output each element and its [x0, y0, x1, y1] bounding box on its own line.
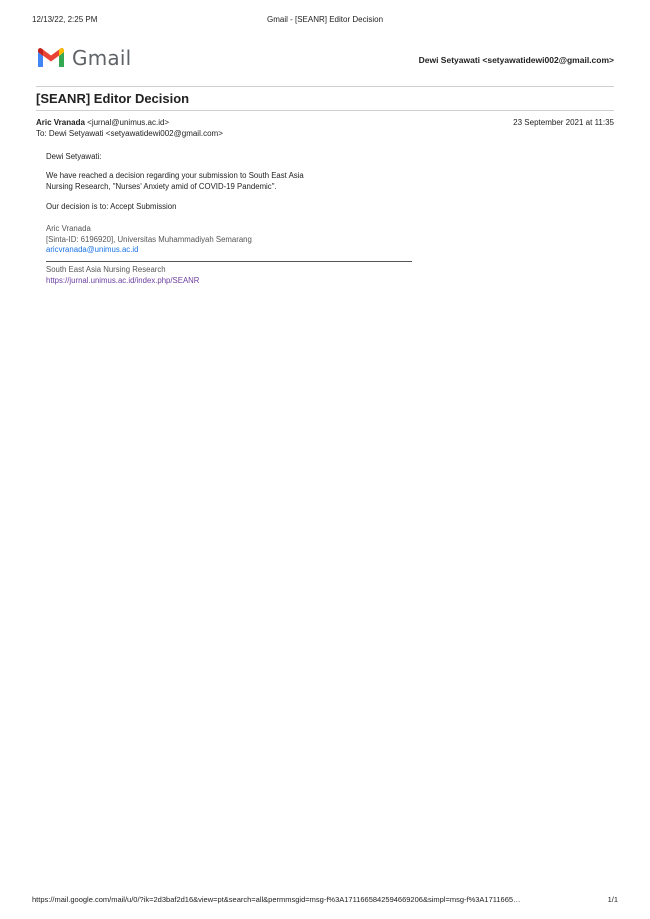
- gmail-logo-icon: [36, 47, 66, 69]
- signature-name: Aric Vranada: [46, 224, 91, 233]
- journal-footer: [46, 265, 199, 286]
- subject-divider: [36, 110, 614, 111]
- print-header: [32, 15, 618, 27]
- sender-email: <jurnal@unimus.ac.id>: [87, 118, 170, 127]
- email-subject: [SEANR] Editor Decision: [36, 91, 190, 106]
- header-divider: [36, 86, 614, 87]
- paragraph-line: Nursing Research, "Nurses' Anxiety amid of COVID-19 Pandemic".: [46, 181, 277, 191]
- recipient-line: To: Dewi Setyawati <setyawatidewi002@gmail.com>: [36, 129, 223, 138]
- gmail-wordmark: Gmail: [72, 46, 132, 70]
- journal-url-link[interactable]: https://jurnal.unimus.ac.id/index.php/SEANR: [46, 275, 200, 285]
- greeting: Dewi Setyawati:: [46, 152, 102, 161]
- page-number: 1/1: [607, 895, 618, 904]
- paragraph-line: We have reached a decision regarding your submission to South East Asia: [46, 171, 304, 180]
- account-label: Dewi Setyawati <setyawatidewi002@gmail.com>: [418, 55, 614, 65]
- logo-row: [36, 44, 614, 74]
- decision-statement: Our decision is to: Accept Submission: [46, 202, 177, 211]
- print-url: https://mail.google.com/mail/u/0/?ik=2d3baf2d16&view=pt&search=all&permmsgid=msg-f%3A1711665842594669206&simpl=msg-f%3A1711665…: [32, 895, 521, 904]
- decision-paragraph: [46, 171, 304, 192]
- sender-name: Aric Vranada: [36, 118, 85, 127]
- signature-affiliation: [Sinta-ID: 6196920], Universitas Muhammadiyah Semarang: [46, 234, 252, 244]
- journal-name: South East Asia Nursing Research: [46, 265, 166, 274]
- sender-line: [36, 118, 169, 127]
- message-date: 23 September 2021 at 11:35: [513, 118, 614, 127]
- print-datetime: 12/13/22, 2:25 PM: [32, 15, 98, 24]
- print-footer: [32, 895, 618, 907]
- signature-divider: [46, 261, 412, 262]
- signature-email-link[interactable]: aricvranada@unimus.ac.id: [46, 245, 139, 254]
- signature: [46, 224, 252, 256]
- print-page-title: Gmail - [SEANR] Editor Decision: [266, 15, 384, 24]
